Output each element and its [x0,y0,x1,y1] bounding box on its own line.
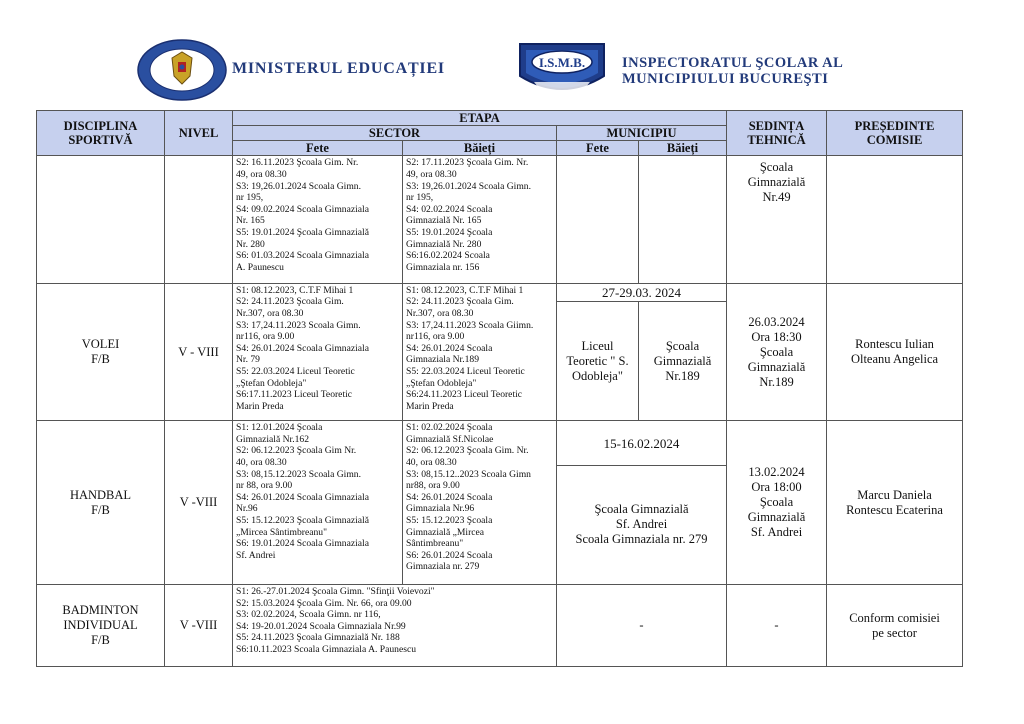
text-line: S6:10.11.2023 Scoala Gimnaziala A. Paunescu [236,644,417,656]
text-line: S5: 19.01.2024 Şcoala [406,227,493,239]
text-line: Gimnazială [747,510,806,525]
table-row [37,283,963,301]
text-line: Gimnazială [653,353,712,368]
disciplina-cell [37,421,165,585]
text-line: HANDBAL [69,487,132,502]
disciplina-cell [37,283,165,420]
text-line: Marin Preda [406,400,454,412]
nivel-cell: V -VIII [165,421,233,585]
text-line: Gimnaziala nr. 156 [406,261,480,273]
text-line: Nr.96 [236,503,258,515]
ministry-name: MINISTERUL EDUCAȚIEI [232,60,445,77]
disciplina-cell [37,156,165,283]
text-line: Scoala Gimnaziala nr. 279 [575,532,708,547]
text-line: BADMINTON [62,603,139,618]
nivel-cell: V -VIII [165,585,233,667]
text-line: S4: 26.01.2024 Scoala Gimnaziala [236,342,369,354]
sector-cell [233,585,557,667]
text-line: Odobleja" [572,368,623,383]
text-line: S6: 26.01.2024 Scoala [406,549,493,561]
text-line: Nr.189 [759,374,794,389]
text-line: Gimnazială „Mircea [406,526,485,538]
text-line: nr116, ora 9.00 [236,331,295,343]
sedinta-cell: - [727,585,827,667]
text-line: S4: 19-20.01.2024 Scoala Gimnaziala Nr.99 [236,620,406,632]
text-line: Gimnazială [747,359,806,374]
text-line: Nr.307, ora 08.30 [406,308,474,320]
text-line: Sf. Andrei [615,517,668,532]
text-line: S5: 15.12.2023 Şcoala [406,515,493,527]
text-line: Sf. Andrei [236,549,276,561]
text-line: Şcoala [759,160,794,175]
text-line: S3: 08,15.12.2023 Scoala Gimn. [236,468,361,480]
presedinte-cell [827,283,963,420]
text-line: S6:17.11.2023 Liceul Teoretic [236,389,353,401]
text-line: S1: 08.12.2023, C.T.F Mihai 1 [236,284,354,296]
text-line: nr88, ora 9.00 [406,480,460,492]
text-line: S5: 15.12.2023 Şcoala Gimnazială [236,515,369,527]
text-line: Gimnaziala nr. 279 [406,561,480,573]
text-line: VOLEI [81,337,120,352]
sector-fete-cell [233,421,403,585]
text-line: S2: 24.11.2023 Şcoala Gim. [406,296,514,308]
text-line: Ora 18:30 [751,329,802,344]
text-line: S4: 09.02.2024 Scoala Gimnaziala [236,203,369,215]
text-line: Sântimbreanu" [406,538,464,550]
text-line: 13.02.2024 [748,465,805,480]
text-line: S2: 15.03.2024 Şcoala Gim. Nr. 66, ora 09.00 [236,597,412,609]
text-line: S5: 19.01.2024 Şcoala Gimnazială [236,227,369,239]
text-line: Gimnaziala Nr.189 [406,354,479,366]
text-line: S3: 19,26.01.2024 Scoala Gimn. [406,180,531,192]
table-row [37,585,963,667]
text-line: 40, ora 08.30 [236,457,287,469]
text-line: Olteanu Angelica [850,352,939,367]
text-line: „Mircea Sântimbreanu" [236,526,328,538]
header-disciplina: DISCIPLINA SPORTIVĂ [37,111,165,156]
text-line: Nr.189 [665,368,700,383]
ismb-logo-icon [514,40,610,102]
text-line: S4: 26.01.2024 Scoala [406,491,493,503]
header-presedinte: PREȘEDINTE COMISIE [827,111,963,156]
text-line: „Ştefan Odobleja" [406,377,477,389]
text-line: S5: 22.03.2024 Liceul Teoretic [406,365,525,377]
sector-baieti-cell [403,283,557,420]
text-line: nr116, ora 9.00 [406,331,465,343]
text-line: 40, ora 08.30 [406,457,457,469]
text-line: Teoretic " S. [566,353,629,368]
text-line: Şcoala [759,344,794,359]
text-line: S1: 12.01.2024 Şcoala [236,422,323,434]
municipiu-baieti-cell [639,156,727,283]
text-line: S4: 26.01.2024 Scoala [406,342,493,354]
government-seal-icon [136,38,228,102]
text-line: S5: 24.11.2023 Şcoala Gimnazială Nr. 188 [236,632,400,644]
text-line: Gimnazială Nr. 280 [406,238,482,250]
text-line: Şcoala [759,495,794,510]
nivel-cell [165,156,233,283]
header-sedinta: SEDINȚA TEHNICĂ [727,111,827,156]
inspectorate-name [622,55,843,87]
text-line: Nr. 165 [236,215,265,227]
sector-baieti-cell [403,421,557,585]
text-line: „Ştefan Odobleja" [236,377,307,389]
municipiu-location-cell [557,465,727,584]
ismb-logo-text: I.S.M.B. [538,55,586,70]
text-line: Gimnaziala Nr.96 [406,503,475,515]
text-line: S3: 08,15.12..2023 Scoala Gimn [406,468,531,480]
text-line: Nr.307, ora 08.30 [236,308,304,320]
text-line: nr 88, ora 9.00 [236,480,293,492]
text-line: S4: 02.02.2024 Scoala [406,203,493,215]
text-line: 26.03.2024 [748,314,805,329]
text-line: Gimnazială Nr. 165 [406,215,482,227]
nivel-cell: V - VIII [165,283,233,420]
presedinte-cell [827,421,963,585]
text-line: S1: 08.12.2023, C.T.F Mihai 1 [406,284,524,296]
text-line: nr 195, [406,192,434,204]
text-line: Nr.49 [762,190,791,205]
table-row [37,421,963,465]
text-line: F/B [91,502,110,517]
text-line: nr 195, [236,192,264,204]
text-line: F/B [91,352,110,367]
municipiu-cell: - [557,585,727,667]
text-line: Rontescu Ecaterina [846,502,943,517]
text-line: 49, ora 08.30 [236,169,287,181]
text-line: S6: 01.03.2024 Scoala Gimnaziala [236,250,369,262]
text-line: S2: 16.11.2023 Şcoala Gim. Nr. [236,157,359,169]
header-nivel: NIVEL [165,111,233,156]
text-line: Gimnazială Nr.162 [236,433,309,445]
sector-fete-cell [233,283,403,420]
sedinta-cell [727,421,827,585]
text-line: Gimnazială [747,175,806,190]
text-line: S4: 26.01.2024 Scoala Gimnaziala [236,491,369,503]
text-line: S1: 26.-27.01.2024 Şcoala Gimn. "Sfinţii Voievozi" [236,586,435,598]
text-line: S5: 22.03.2024 Liceul Teoretic [236,365,355,377]
text-line: Nr. 280 [236,238,265,250]
text-line: S2: 06.12.2023 Şcoala Gim Nr. [236,445,357,457]
presedinte-cell [827,585,963,667]
header-municipiu: MUNICIPIU [557,126,727,141]
text-line: S2: 24.11.2023 Şcoala Gim. [236,296,344,308]
text-line: INDIVIDUAL [63,618,138,633]
municipiu-date-cell: 27-29.03. 2024 [557,283,727,301]
text-line: Şcoala Gimnazială [594,502,689,517]
municipiu-baieti-cell [639,302,727,421]
text-line: Gimnazială Sf.Nicolae [406,433,494,445]
text-line: S3: 19,26.01.2024 Scoala Gimn. [236,180,361,192]
text-line: Şcoala [665,338,700,353]
presedinte-cell [827,156,963,283]
text-line: F/B [91,633,110,648]
sector-baieti-cell [403,156,557,283]
disciplina-cell [37,585,165,667]
municipiu-date-cell: 15-16.02.2024 [557,421,727,465]
inspectorate-line-1: INSPECTORATUL ŞCOLAR AL [622,55,844,71]
text-line: S6:16.02.2024 Scoala [406,250,490,262]
text-line: S6:24.11.2023 Liceul Teoretic [406,389,523,401]
municipiu-fete-cell [557,302,639,421]
text-line: S2: 06.12.2023 Şcoala Gim. Nr. [406,445,529,457]
table-row [37,156,963,283]
text-line: Conform comisiei [849,610,940,625]
page-header [0,0,1024,110]
text-line: Marcu Daniela [857,487,932,502]
header-sector-baieti: Băieți [403,141,557,156]
text-line: Liceul [581,338,614,353]
text-line: S3: 02.02.2024, Scoala Gimn. nr 116, [236,609,381,621]
text-line: Marin Preda [236,400,284,412]
sector-fete-cell [233,156,403,283]
text-line: Nr. 79 [236,354,260,366]
text-line: Ora 18:00 [751,480,802,495]
text-line: S3: 17,24.11.2023 Scoala Gimn. [236,319,361,331]
municipiu-fete-cell [557,156,639,283]
header-etapa: ETAPA [233,111,727,126]
text-line: S1: 02.02.2024 Şcoala [406,422,493,434]
header-sector-fete: Fete [233,141,403,156]
text-line: 49, ora 08.30 [406,169,457,181]
text-line: Rontescu Iulian [855,337,934,352]
text-line: Sf. Andrei [750,525,803,540]
text-line: S2: 17.11.2023 Şcoala Gim. Nr. [406,157,529,169]
sedinta-cell [727,156,827,283]
header-municipiu-baieti: Băieți [639,141,727,156]
sedinta-cell [727,283,827,420]
text-line: A. Paunescu [236,261,284,273]
header-municipiu-fete: Fete [557,141,639,156]
competition-table [36,110,963,667]
header-sector: SECTOR [233,126,557,141]
inspectorate-line-2: MUNICIPIULUI BUCUREŞTI [622,71,829,87]
text-line: S6: 19.01.2024 Scoala Gimnaziala [236,538,369,550]
text-line: pe sector [872,625,917,640]
text-line: S3: 17,24.11.2023 Scoala Giimn. [406,319,534,331]
